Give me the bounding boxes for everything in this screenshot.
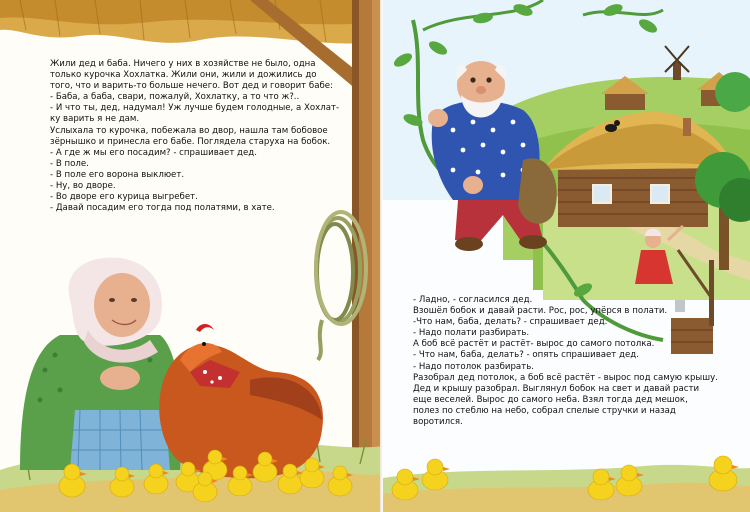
story-line: только курочка Хохлатка. Жили они, жили и дожились до [50, 70, 317, 81]
left-page-text [50, 59, 339, 214]
story-line: - Надо потолок разбирать. [413, 361, 535, 372]
story-line: - Давай посадим его тогда под полатями, в хате. [50, 203, 275, 214]
story-line: - И что ты, дед, надумал! Уж лучше будем голодные, а Хохлат- [50, 103, 340, 114]
story-line: - Баба, а баба, свари, пожалуй, Хохлатку, а то что ж?.. [50, 92, 300, 103]
story-line: А боб всё растёт и растёт- вырос до самого потолка. [413, 339, 655, 350]
story-line: - Надо полати разбирать. [413, 328, 530, 339]
hen-illustration [159, 324, 323, 478]
story-line: -Что нам, баба, делать? - спрашивает дед. [413, 317, 608, 328]
right-page [383, 0, 750, 512]
story-line: полез по стеблю на небо, собрал спелые стручки и назад [413, 405, 676, 416]
story-line: - Во дворе его курица выгребет. [50, 192, 198, 203]
right-page-illustration [383, 0, 750, 512]
story-line: того, что и варить-то больше нечего. Вот дед и говорит бабе: [50, 81, 333, 92]
story-line: - В поле. [50, 158, 89, 169]
story-line: - А где ж мы его посадим? - спрашивает дед. [50, 147, 257, 158]
story-line: - В поле его ворона выклюет. [50, 169, 185, 180]
story-line: - Что нам, баба, делать? - опять спрашивает дед. [413, 350, 639, 361]
story-line: Взошёл бобок и давай расти. Рос, рос, упёрся в полати. [413, 306, 668, 317]
story-line: Дед и крышу разобрал. Выглянул бобок на свет и давай расти [413, 383, 700, 394]
story-line: воротился. [413, 417, 463, 428]
story-line: - Ладно, - согласился дед. [413, 295, 533, 305]
story-line: Разобрал дед потолок, а боб всё растёт - вырос под самую крышу. [413, 372, 718, 383]
story-line: ку варить я не дам. [50, 114, 140, 125]
story-line: зёрнышко и принесла его бабе. Поглядела старуха на бобок. [50, 136, 331, 147]
right-page-text [413, 295, 718, 428]
story-line: Услыхала то курочка, побежала во двор, нашла там бобовое [50, 125, 328, 136]
story-line: - Ну, во дворе. [50, 181, 116, 192]
story-line: еще веселей. Вырос до самого неба. Взял тогда дед мешок, [413, 394, 688, 405]
story-line: Жили дед и баба. Ничего у них в хозяйстве не было, одна [50, 59, 316, 69]
